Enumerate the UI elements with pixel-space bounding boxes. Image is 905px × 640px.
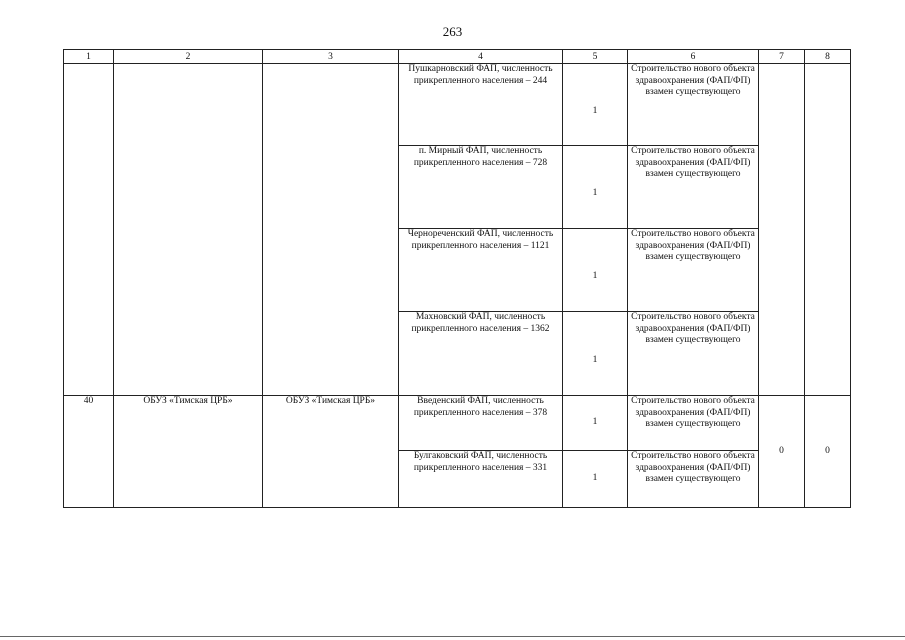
facility-cell: Чернореченский ФАП, численность прикрепленного населения – 1121 (399, 229, 563, 312)
count-cell: 1 (563, 451, 628, 508)
action-cell: Строительство нового объекта здравоохранения (ФАП/ФП) взамен существующего (628, 396, 759, 451)
column-header: 3 (263, 50, 399, 64)
action-cell: Строительство нового объекта здравоохранения (ФАП/ФП) взамен существующего (628, 312, 759, 396)
count-cell: 1 (563, 146, 628, 229)
org-name: ОБУЗ «Тимская ЦРБ» (263, 396, 399, 508)
cell-col7-empty (759, 64, 805, 396)
table-row (64, 64, 851, 146)
facility-cell: п. Мирный ФАП, численность прикрепленного населения – 728 (399, 146, 563, 229)
facility-cell: Махновский ФАП, численность прикрепленного населения – 1362 (399, 312, 563, 396)
facility-cell: Булгаковский ФАП, численность прикрепленного населения – 331 (399, 451, 563, 508)
column-header: 5 (563, 50, 628, 64)
facility-cell: Пушкарновский ФАП, численность прикрепленного населения – 244 (399, 64, 563, 146)
org-name: ОБУЗ «Тимская ЦРБ» (114, 396, 263, 508)
count-cell: 1 (563, 64, 628, 146)
column-header: 1 (64, 50, 114, 64)
column-header: 7 (759, 50, 805, 64)
col7-value: 0 (759, 396, 805, 508)
column-header: 2 (114, 50, 263, 64)
column-number-row (64, 50, 851, 64)
column-header: 4 (399, 50, 563, 64)
count-cell: 1 (563, 396, 628, 451)
table-row (64, 396, 851, 451)
count-cell: 1 (563, 312, 628, 396)
action-cell: Строительство нового объекта здравоохранения (ФАП/ФП) взамен существующего (628, 229, 759, 312)
action-cell: Строительство нового объекта здравоохранения (ФАП/ФП) взамен существующего (628, 451, 759, 508)
column-header: 6 (628, 50, 759, 64)
row-number: 40 (64, 396, 114, 508)
cell-number-empty (64, 64, 114, 396)
count-cell: 1 (563, 229, 628, 312)
column-header: 8 (805, 50, 851, 64)
cell-col8-empty (805, 64, 851, 396)
action-cell: Строительство нового объекта здравоохранения (ФАП/ФП) взамен существующего (628, 64, 759, 146)
page-number: 263 (442, 24, 463, 39)
action-cell: Строительство нового объекта здравоохранения (ФАП/ФП) взамен существующего (628, 146, 759, 229)
cell-org-empty (114, 64, 263, 396)
facility-cell: Введенский ФАП, численность прикрепленного населения – 378 (399, 396, 563, 451)
scan-edge-line (0, 636, 905, 637)
cell-org2-empty (263, 64, 399, 396)
facilities-table (63, 49, 851, 508)
col8-value: 0 (805, 396, 851, 508)
